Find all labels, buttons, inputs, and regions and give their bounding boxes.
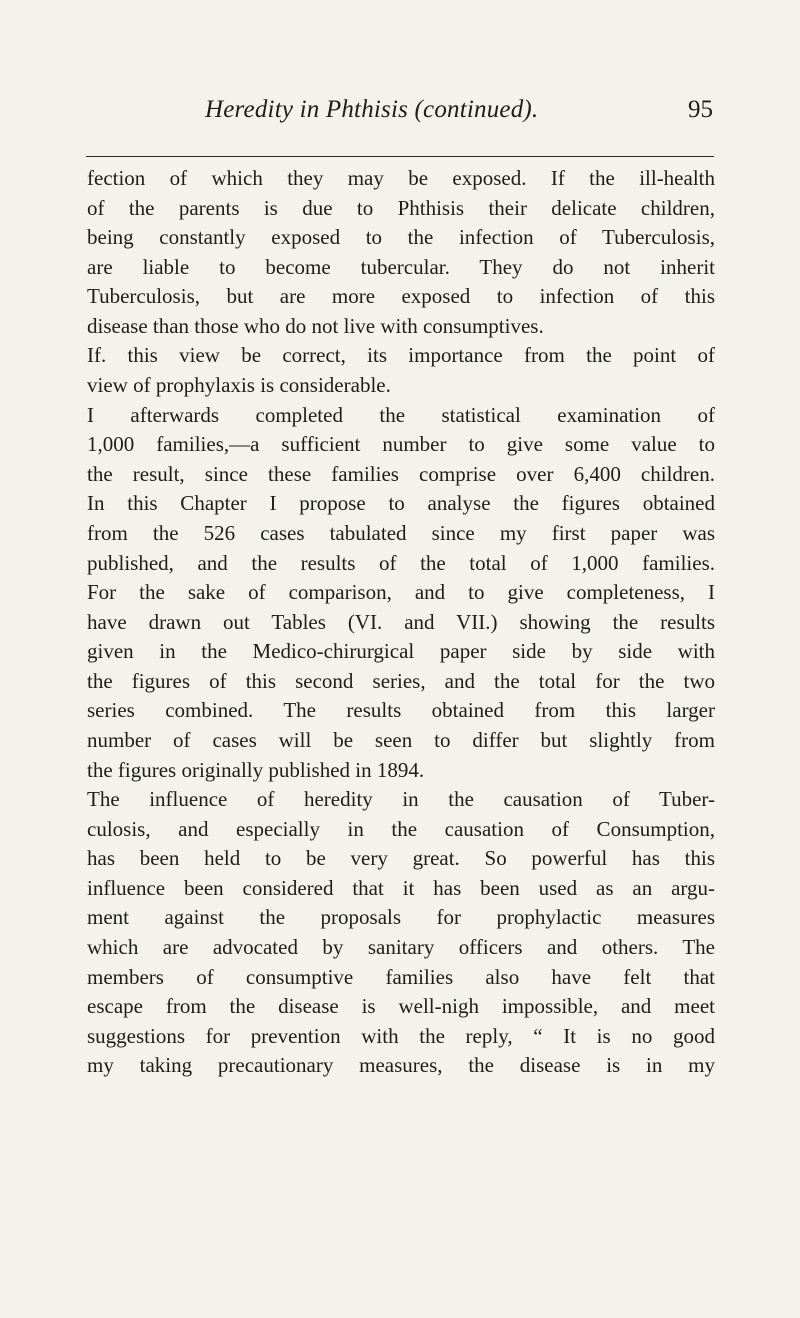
- body-text: [87, 164, 715, 1081]
- text-line: 1,000 families,—a sufficient number to give some value to: [87, 432, 715, 457]
- text-line: members of consumptive families also have felt that: [87, 964, 715, 989]
- text-line: If. this view be correct, its importance from the point of: [87, 343, 715, 368]
- text-line: Tuberculosis, but are more exposed to infection of this: [87, 284, 715, 309]
- text-line: my taking precautionary measures, the disease is in my: [87, 1053, 715, 1078]
- text-line: escape from the disease is well-nigh impossible, and meet: [87, 994, 715, 1019]
- text-line: have drawn out Tables (VI. and VII.) showing the results: [87, 609, 715, 634]
- text-line: culosis, and especially in the causation of Consumption,: [87, 816, 715, 841]
- text-line: the figures of this second series, and the total for the two: [87, 668, 715, 693]
- text-line: of the parents is due to Phthisis their delicate children,: [87, 195, 715, 220]
- text-line: the result, since these families comprise over 6,400 children.: [87, 461, 715, 486]
- text-line: suggestions for prevention with the reply, “ It is no good: [87, 1023, 715, 1048]
- text-line: disease than those who do not live with consumptives.: [87, 313, 544, 338]
- text-line: For the sake of comparison, and to give completeness, I: [87, 580, 715, 605]
- text-line: I afterwards completed the statistical examination of: [87, 402, 715, 427]
- text-line: from the 526 cases tabulated since my first paper was: [87, 520, 715, 545]
- text-line: series combined. The results obtained from this larger: [87, 698, 715, 723]
- header-rule: [86, 156, 714, 157]
- text-line: fection of which they may be exposed. If the ill-health: [87, 166, 715, 190]
- text-line: number of cases will be seen to differ but slightly from: [87, 727, 715, 752]
- text-line: which are advocated by sanitary officers and others. The: [87, 935, 715, 960]
- text-line: published, and the results of the total of 1,000 families.: [87, 550, 715, 575]
- page-header: [205, 96, 713, 132]
- text-line: has been held to be very great. So powerful has this: [87, 846, 715, 871]
- page-number: 95: [688, 96, 713, 123]
- text-line: ment against the proposals for prophylactic measures: [87, 905, 715, 930]
- text-line: In this Chapter I propose to analyse the figures obtained: [87, 491, 715, 516]
- text-line: given in the Medico-chirurgical paper side by side with: [87, 639, 715, 664]
- text-line: are liable to become tubercular. They do not inherit: [87, 254, 715, 279]
- text-line: influence been considered that it has been used as an argu-: [87, 875, 715, 900]
- running-title: Heredity in Phthisis (continued).: [205, 96, 539, 123]
- text-line: the figures originally published in 1894.: [87, 757, 425, 782]
- text-line: being constantly exposed to the infection of Tuberculosis,: [87, 225, 715, 250]
- text-line: The influence of heredity in the causation of Tuber-: [87, 787, 715, 812]
- text-line: view of prophylaxis is considerable.: [87, 373, 391, 398]
